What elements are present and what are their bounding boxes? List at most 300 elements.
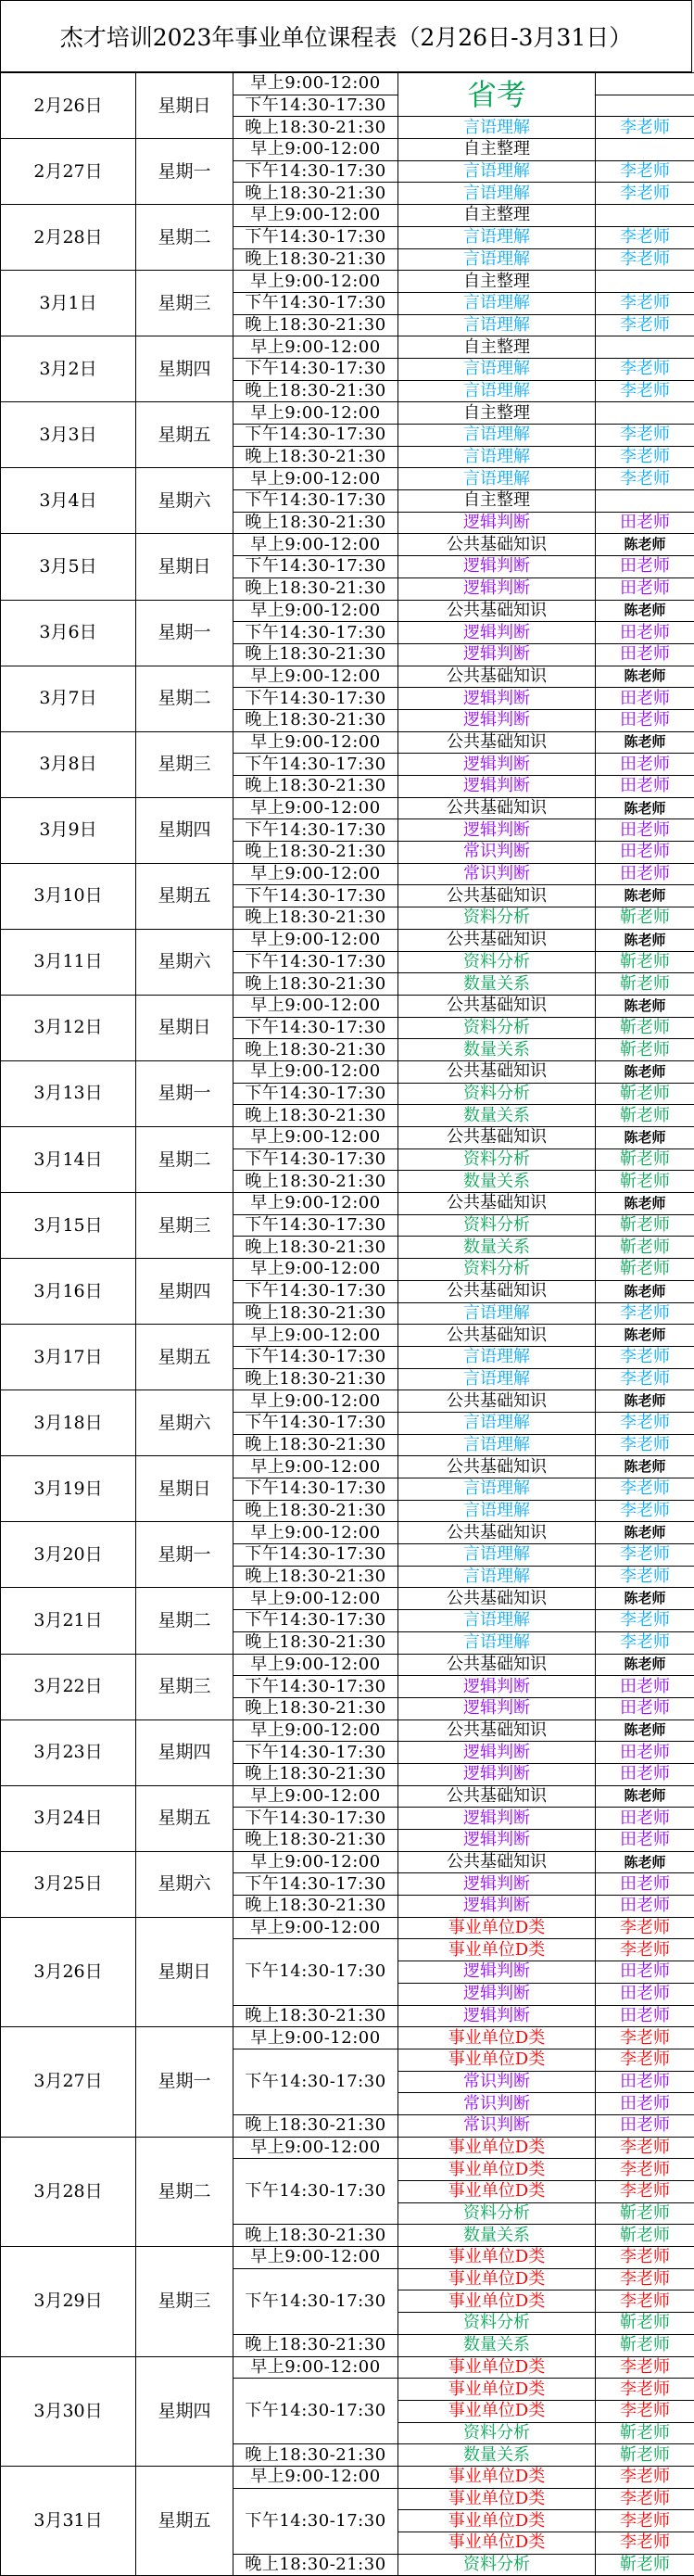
time-slot-cell: 下午14:30-17:30 bbox=[233, 2159, 398, 2225]
weekday-cell: 星期四 bbox=[136, 1719, 233, 1785]
teacher-cell: 陈老师 bbox=[596, 1654, 694, 1676]
time-slot-cell: 早上9:00-12:00 bbox=[233, 929, 398, 951]
subject-cell: 常识判断 bbox=[398, 863, 596, 885]
teacher-cell: 田老师 bbox=[596, 1830, 694, 1852]
date-cell: 3月15日 bbox=[1, 1193, 136, 1259]
date-cell: 3月1日 bbox=[1, 271, 136, 336]
subject-cell: 逻辑判断 bbox=[398, 819, 596, 842]
teacher-cell: 李老师 bbox=[596, 1368, 694, 1390]
time-slot-cell: 早上9:00-12:00 bbox=[233, 1785, 398, 1808]
time-slot-cell: 下午14:30-17:30 bbox=[233, 292, 398, 314]
time-slot-cell: 早上9:00-12:00 bbox=[233, 2027, 398, 2049]
subject-cell: 事业单位D类 bbox=[398, 2268, 596, 2290]
schedule-row bbox=[1, 731, 694, 754]
teacher-cell: 李老师 bbox=[596, 1631, 694, 1654]
subject-cell: 言语理解 bbox=[398, 1478, 596, 1501]
time-slot-cell: 晚上18:30-21:30 bbox=[233, 643, 398, 666]
schedule-row bbox=[1, 2027, 694, 2049]
weekday-cell: 星期三 bbox=[136, 731, 233, 797]
time-slot-cell: 早上9:00-12:00 bbox=[233, 1719, 398, 1742]
schedule-row bbox=[1, 1259, 694, 1281]
schedule-row bbox=[1, 2137, 694, 2159]
subject-cell: 事业单位D类 bbox=[398, 2027, 596, 2049]
teacher-cell: 田老师 bbox=[596, 776, 694, 798]
subject-cell: 逻辑判断 bbox=[398, 1873, 596, 1896]
teacher-cell: 田老师 bbox=[596, 1742, 694, 1764]
time-slot-cell: 下午14:30-17:30 bbox=[233, 951, 398, 973]
page-title: 杰才培训2023年事业单位课程表（2月26日-3月31日） bbox=[0, 0, 692, 72]
time-slot-cell: 晚上18:30-21:30 bbox=[233, 2005, 398, 2027]
time-slot-cell: 早上9:00-12:00 bbox=[233, 271, 398, 293]
weekday-cell: 星期二 bbox=[136, 666, 233, 731]
subject-cell: 逻辑判断 bbox=[398, 1697, 596, 1719]
weekday-cell: 星期四 bbox=[136, 2356, 233, 2466]
subject-cell: 逻辑判断 bbox=[398, 776, 596, 798]
weekday-cell: 星期一 bbox=[136, 1060, 233, 1126]
subject-cell: 逻辑判断 bbox=[398, 1763, 596, 1785]
teacher-cell: 田老师 bbox=[596, 643, 694, 666]
subject-cell: 资料分析 bbox=[398, 1017, 596, 1039]
time-slot-cell: 下午14:30-17:30 bbox=[233, 1544, 398, 1567]
subject-cell: 自主整理 bbox=[398, 271, 596, 293]
subject-cell: 公共基础知识 bbox=[398, 885, 596, 907]
schedule-row bbox=[1, 2466, 694, 2488]
schedule-row bbox=[1, 271, 694, 293]
subject-cell: 常识判断 bbox=[398, 2114, 596, 2137]
date-cell: 3月26日 bbox=[1, 1917, 136, 2026]
weekday-cell: 星期五 bbox=[136, 1785, 233, 1851]
teacher-cell: 李老师 bbox=[596, 446, 694, 468]
weekday-cell: 星期二 bbox=[136, 1588, 233, 1654]
date-cell: 3月22日 bbox=[1, 1654, 136, 1719]
subject-cell: 言语理解 bbox=[398, 1434, 596, 1456]
teacher-cell: 陈老师 bbox=[596, 1851, 694, 1873]
subject-cell: 公共基础知识 bbox=[398, 534, 596, 556]
date-cell: 3月13日 bbox=[1, 1060, 136, 1126]
time-slot-cell: 晚上18:30-21:30 bbox=[233, 183, 398, 205]
time-slot-cell: 下午14:30-17:30 bbox=[233, 1610, 398, 1632]
subject-cell: 事业单位D类 bbox=[398, 1939, 596, 1961]
subject-cell: 言语理解 bbox=[398, 314, 596, 336]
weekday-cell: 星期日 bbox=[136, 1917, 233, 2026]
time-slot-cell: 下午14:30-17:30 bbox=[233, 1939, 398, 2005]
date-cell: 3月11日 bbox=[1, 929, 136, 995]
weekday-cell: 星期四 bbox=[136, 336, 233, 402]
teacher-cell: 靳老师 bbox=[596, 1171, 694, 1193]
schedule-row bbox=[1, 205, 694, 227]
time-slot-cell: 下午14:30-17:30 bbox=[233, 2488, 398, 2554]
weekday-cell: 星期一 bbox=[136, 2027, 233, 2137]
weekday-cell: 星期一 bbox=[136, 1522, 233, 1588]
subject-cell: 逻辑判断 bbox=[398, 1983, 596, 2005]
teacher-cell: 陈老师 bbox=[596, 1522, 694, 1544]
teacher-cell: 李老师 bbox=[596, 2532, 694, 2555]
teacher-cell: 陈老师 bbox=[596, 1280, 694, 1302]
time-slot-cell: 晚上18:30-21:30 bbox=[233, 1434, 398, 1456]
time-slot-cell: 下午14:30-17:30 bbox=[233, 819, 398, 842]
subject-cell: 自主整理 bbox=[398, 402, 596, 425]
subject-cell: 逻辑判断 bbox=[398, 622, 596, 644]
time-slot-cell: 晚上18:30-21:30 bbox=[233, 1830, 398, 1852]
teacher-cell: 靳老师 bbox=[596, 1039, 694, 1061]
teacher-cell: 李老师 bbox=[596, 314, 694, 336]
time-slot-cell: 下午14:30-17:30 bbox=[233, 1873, 398, 1896]
subject-cell: 公共基础知识 bbox=[398, 1390, 596, 1413]
date-cell: 3月12日 bbox=[1, 995, 136, 1060]
teacher-cell: 李老师 bbox=[596, 248, 694, 271]
teacher-cell: 李老师 bbox=[596, 2466, 694, 2488]
weekday-cell: 星期五 bbox=[136, 402, 233, 468]
teacher-cell: 田老师 bbox=[596, 688, 694, 710]
teacher-cell: 陈老师 bbox=[596, 534, 694, 556]
time-slot-cell: 早上9:00-12:00 bbox=[233, 205, 398, 227]
subject-cell: 公共基础知识 bbox=[398, 1588, 596, 1610]
time-slot-cell: 下午14:30-17:30 bbox=[233, 2379, 398, 2444]
teacher-cell: 靳老师 bbox=[596, 2202, 694, 2225]
schedule-row bbox=[1, 797, 694, 819]
teacher-cell: 李老师 bbox=[596, 1544, 694, 1567]
subject-cell: 言语理解 bbox=[398, 1302, 596, 1325]
subject-cell: 言语理解 bbox=[398, 1368, 596, 1390]
time-slot-cell: 下午14:30-17:30 bbox=[233, 358, 398, 380]
subject-cell: 逻辑判断 bbox=[398, 709, 596, 731]
teacher-cell: 陈老师 bbox=[596, 797, 694, 819]
subject-cell: 自主整理 bbox=[398, 490, 596, 513]
time-slot-cell: 下午14:30-17:30 bbox=[233, 1214, 398, 1237]
time-slot-cell: 晚上18:30-21:30 bbox=[233, 907, 398, 930]
subject-cell: 公共基础知识 bbox=[398, 731, 596, 754]
date-cell: 3月20日 bbox=[1, 1522, 136, 1588]
subject-cell: 资料分析 bbox=[398, 2202, 596, 2225]
teacher-cell: 靳老师 bbox=[596, 2334, 694, 2356]
subject-cell: 数量关系 bbox=[398, 2225, 596, 2247]
time-slot-cell: 下午14:30-17:30 bbox=[233, 1676, 398, 1698]
weekday-cell: 星期日 bbox=[136, 1456, 233, 1522]
time-slot-cell: 晚上18:30-21:30 bbox=[233, 2444, 398, 2467]
subject-cell: 言语理解 bbox=[398, 1412, 596, 1434]
time-slot-cell: 晚上18:30-21:30 bbox=[233, 1237, 398, 1259]
teacher-cell: 靳老师 bbox=[596, 1237, 694, 1259]
teacher-cell: 靳老师 bbox=[596, 1214, 694, 1237]
date-cell: 3月31日 bbox=[1, 2466, 136, 2575]
teacher-cell: 李老师 bbox=[596, 2510, 694, 2532]
schedule-row bbox=[1, 1654, 694, 1676]
teacher-cell: 田老师 bbox=[596, 2005, 694, 2027]
teacher-cell: 李老师 bbox=[596, 1412, 694, 1434]
time-slot-cell: 早上9:00-12:00 bbox=[233, 2247, 398, 2269]
teacher-cell: 李老师 bbox=[596, 1500, 694, 1522]
teacher-cell: 李老师 bbox=[596, 2181, 694, 2203]
teacher-cell bbox=[596, 490, 694, 513]
subject-cell: 事业单位D类 bbox=[398, 2379, 596, 2401]
time-slot-cell: 下午14:30-17:30 bbox=[233, 1148, 398, 1171]
date-cell: 3月8日 bbox=[1, 731, 136, 797]
subject-cell: 资料分析 bbox=[398, 1148, 596, 1171]
time-slot-cell: 早上9:00-12:00 bbox=[233, 731, 398, 754]
subject-cell: 言语理解 bbox=[398, 1631, 596, 1654]
date-cell: 3月18日 bbox=[1, 1390, 136, 1456]
subject-cell: 事业单位D类 bbox=[398, 2356, 596, 2379]
time-slot-cell: 晚上18:30-21:30 bbox=[233, 117, 398, 139]
time-slot-cell: 早上9:00-12:00 bbox=[233, 1127, 398, 1149]
time-slot-cell: 早上9:00-12:00 bbox=[233, 995, 398, 1017]
date-cell: 3月6日 bbox=[1, 600, 136, 666]
schedule-row bbox=[1, 1193, 694, 1215]
teacher-cell bbox=[596, 73, 694, 95]
schedule-row bbox=[1, 1060, 694, 1083]
time-slot-cell: 晚上18:30-21:30 bbox=[233, 248, 398, 271]
time-slot-cell: 晚上18:30-21:30 bbox=[233, 1500, 398, 1522]
schedule-row bbox=[1, 2247, 694, 2269]
date-cell: 3月7日 bbox=[1, 666, 136, 731]
time-slot-cell: 早上9:00-12:00 bbox=[233, 139, 398, 161]
subject-cell: 言语理解 bbox=[398, 1610, 596, 1632]
time-slot-cell: 早上9:00-12:00 bbox=[233, 73, 398, 95]
teacher-cell: 李老师 bbox=[596, 117, 694, 139]
subject-cell: 言语理解 bbox=[398, 117, 596, 139]
time-slot-cell: 早上9:00-12:00 bbox=[233, 600, 398, 622]
subject-cell: 言语理解 bbox=[398, 160, 596, 183]
teacher-cell: 靳老师 bbox=[596, 2444, 694, 2467]
teacher-cell: 李老师 bbox=[596, 358, 694, 380]
time-slot-cell: 早上9:00-12:00 bbox=[233, 1654, 398, 1676]
date-cell: 3月19日 bbox=[1, 1456, 136, 1522]
time-slot-cell: 下午14:30-17:30 bbox=[233, 754, 398, 776]
subject-cell: 逻辑判断 bbox=[398, 1830, 596, 1852]
subject-cell: 资料分析 bbox=[398, 907, 596, 930]
weekday-cell: 星期二 bbox=[136, 205, 233, 271]
date-cell: 2月26日 bbox=[1, 73, 136, 139]
time-slot-cell: 早上9:00-12:00 bbox=[233, 1851, 398, 1873]
time-slot-cell: 下午14:30-17:30 bbox=[233, 1742, 398, 1764]
time-slot-cell: 早上9:00-12:00 bbox=[233, 1522, 398, 1544]
teacher-cell: 陈老师 bbox=[596, 1193, 694, 1215]
date-cell: 3月27日 bbox=[1, 2027, 136, 2137]
subject-cell: 公共基础知识 bbox=[398, 600, 596, 622]
teacher-cell: 田老师 bbox=[596, 1697, 694, 1719]
subject-cell: 逻辑判断 bbox=[398, 1676, 596, 1698]
date-cell: 3月30日 bbox=[1, 2356, 136, 2466]
time-slot-cell: 下午14:30-17:30 bbox=[233, 1083, 398, 1105]
time-slot-cell: 晚上18:30-21:30 bbox=[233, 1763, 398, 1785]
teacher-cell: 田老师 bbox=[596, 1983, 694, 2005]
schedule-row bbox=[1, 863, 694, 885]
teacher-cell: 李老师 bbox=[596, 226, 694, 248]
teacher-cell: 李老师 bbox=[596, 2027, 694, 2049]
date-cell: 2月27日 bbox=[1, 139, 136, 205]
subject-cell: 自主整理 bbox=[398, 336, 596, 359]
teacher-cell: 陈老师 bbox=[596, 1390, 694, 1413]
teacher-cell: 陈老师 bbox=[596, 929, 694, 951]
teacher-cell: 靳老师 bbox=[596, 951, 694, 973]
teacher-cell: 靳老师 bbox=[596, 2422, 694, 2444]
subject-cell: 资料分析 bbox=[398, 1214, 596, 1237]
subject-cell: 公共基础知识 bbox=[398, 995, 596, 1017]
schedule-row bbox=[1, 402, 694, 425]
subject-cell: 言语理解 bbox=[398, 248, 596, 271]
date-cell: 3月29日 bbox=[1, 2247, 136, 2356]
schedule-row bbox=[1, 1325, 694, 1347]
teacher-cell: 靳老师 bbox=[596, 907, 694, 930]
subject-cell: 自主整理 bbox=[398, 205, 596, 227]
time-slot-cell: 晚上18:30-21:30 bbox=[233, 1105, 398, 1127]
teacher-cell: 李老师 bbox=[596, 425, 694, 447]
subject-cell: 逻辑判断 bbox=[398, 1961, 596, 1984]
subject-cell: 公共基础知识 bbox=[398, 1280, 596, 1302]
subject-cell: 逻辑判断 bbox=[398, 1808, 596, 1830]
schedule-row bbox=[1, 534, 694, 556]
schedule-row bbox=[1, 1522, 694, 1544]
time-slot-cell: 早上9:00-12:00 bbox=[233, 1193, 398, 1215]
time-slot-cell: 下午14:30-17:30 bbox=[233, 1280, 398, 1302]
weekday-cell: 星期六 bbox=[136, 929, 233, 995]
time-slot-cell: 早上9:00-12:00 bbox=[233, 2137, 398, 2159]
time-slot-cell: 晚上18:30-21:30 bbox=[233, 2554, 398, 2576]
teacher-cell: 李老师 bbox=[596, 1917, 694, 1939]
time-slot-cell: 早上9:00-12:00 bbox=[233, 1390, 398, 1413]
time-slot-cell: 晚上18:30-21:30 bbox=[233, 512, 398, 534]
teacher-cell: 陈老师 bbox=[596, 1060, 694, 1083]
teacher-cell bbox=[596, 205, 694, 227]
subject-cell: 公共基础知识 bbox=[398, 1193, 596, 1215]
time-slot-cell: 下午14:30-17:30 bbox=[233, 1412, 398, 1434]
subject-cell: 资料分析 bbox=[398, 1083, 596, 1105]
weekday-cell: 星期五 bbox=[136, 1325, 233, 1390]
time-slot-cell: 晚上18:30-21:30 bbox=[233, 973, 398, 996]
time-slot-cell: 早上9:00-12:00 bbox=[233, 863, 398, 885]
subject-cell: 事业单位D类 bbox=[398, 2290, 596, 2313]
teacher-cell: 陈老师 bbox=[596, 666, 694, 688]
time-slot-cell: 下午14:30-17:30 bbox=[233, 622, 398, 644]
teacher-cell: 田老师 bbox=[596, 1808, 694, 1830]
teacher-cell: 田老师 bbox=[596, 577, 694, 600]
teacher-cell: 陈老师 bbox=[596, 600, 694, 622]
subject-cell: 事业单位D类 bbox=[398, 2137, 596, 2159]
date-cell: 3月4日 bbox=[1, 468, 136, 534]
teacher-cell: 陈老师 bbox=[596, 1719, 694, 1742]
subject-cell: 逻辑判断 bbox=[398, 577, 596, 600]
teacher-cell: 靳老师 bbox=[596, 1259, 694, 1281]
subject-cell: 常识判断 bbox=[398, 842, 596, 864]
time-slot-cell: 早上9:00-12:00 bbox=[233, 1588, 398, 1610]
subject-cell: 自主整理 bbox=[398, 139, 596, 161]
time-slot-cell: 晚上18:30-21:30 bbox=[233, 1171, 398, 1193]
weekday-cell: 星期一 bbox=[136, 600, 233, 666]
subject-cell: 数量关系 bbox=[398, 973, 596, 996]
subject-cell: 言语理解 bbox=[398, 292, 596, 314]
time-slot-cell: 早上9:00-12:00 bbox=[233, 1060, 398, 1083]
date-cell: 3月17日 bbox=[1, 1325, 136, 1390]
teacher-cell: 田老师 bbox=[596, 2114, 694, 2137]
date-cell: 3月10日 bbox=[1, 863, 136, 929]
subject-cell: 言语理解 bbox=[398, 380, 596, 402]
subject-cell: 事业单位D类 bbox=[398, 2532, 596, 2555]
teacher-cell: 田老师 bbox=[596, 1961, 694, 1984]
time-slot-cell: 下午14:30-17:30 bbox=[233, 425, 398, 447]
teacher-cell: 田老师 bbox=[596, 842, 694, 864]
time-slot-cell: 晚上18:30-21:30 bbox=[233, 1039, 398, 1061]
time-slot-cell: 晚上18:30-21:30 bbox=[233, 776, 398, 798]
subject-cell: 事业单位D类 bbox=[398, 2181, 596, 2203]
schedule-row bbox=[1, 2356, 694, 2379]
subject-cell: 数量关系 bbox=[398, 1039, 596, 1061]
teacher-cell: 李老师 bbox=[596, 2137, 694, 2159]
teacher-cell: 田老师 bbox=[596, 709, 694, 731]
time-slot-cell: 晚上18:30-21:30 bbox=[233, 709, 398, 731]
time-slot-cell: 早上9:00-12:00 bbox=[233, 336, 398, 359]
teacher-cell: 李老师 bbox=[596, 468, 694, 490]
date-cell: 3月23日 bbox=[1, 1719, 136, 1785]
schedule-body bbox=[1, 73, 694, 2576]
subject-cell: 事业单位D类 bbox=[398, 2049, 596, 2071]
date-cell: 3月16日 bbox=[1, 1259, 136, 1325]
date-cell: 3月28日 bbox=[1, 2137, 136, 2246]
subject-cell: 言语理解 bbox=[398, 468, 596, 490]
teacher-cell bbox=[596, 95, 694, 117]
time-slot-cell: 晚上18:30-21:30 bbox=[233, 1302, 398, 1325]
teacher-cell: 李老师 bbox=[596, 160, 694, 183]
time-slot-cell: 晚上18:30-21:30 bbox=[233, 2334, 398, 2356]
subject-cell: 资料分析 bbox=[398, 2422, 596, 2444]
schedule-row bbox=[1, 995, 694, 1017]
subject-cell: 逻辑判断 bbox=[398, 1742, 596, 1764]
date-cell: 2月28日 bbox=[1, 205, 136, 271]
subject-cell: 言语理解 bbox=[398, 425, 596, 447]
time-slot-cell: 晚上18:30-21:30 bbox=[233, 842, 398, 864]
subject-cell: 言语理解 bbox=[398, 1500, 596, 1522]
time-slot-cell: 下午14:30-17:30 bbox=[233, 1346, 398, 1368]
weekday-cell: 星期四 bbox=[136, 797, 233, 863]
subject-cell: 逻辑判断 bbox=[398, 688, 596, 710]
weekday-cell: 星期二 bbox=[136, 1127, 233, 1193]
teacher-cell: 陈老师 bbox=[596, 1325, 694, 1347]
teacher-cell: 靳老师 bbox=[596, 2225, 694, 2247]
time-slot-cell: 晚上18:30-21:30 bbox=[233, 446, 398, 468]
subject-cell: 常识判断 bbox=[398, 2093, 596, 2115]
teacher-cell: 靳老师 bbox=[596, 1083, 694, 1105]
teacher-cell: 田老师 bbox=[596, 2093, 694, 2115]
teacher-cell bbox=[596, 336, 694, 359]
subject-cell: 言语理解 bbox=[398, 1566, 596, 1588]
teacher-cell: 李老师 bbox=[596, 1566, 694, 1588]
subject-cell: 逻辑判断 bbox=[398, 512, 596, 534]
schedule-row bbox=[1, 1851, 694, 1873]
weekday-cell: 星期六 bbox=[136, 468, 233, 534]
time-slot-cell: 晚上18:30-21:30 bbox=[233, 2225, 398, 2247]
weekday-cell: 星期五 bbox=[136, 863, 233, 929]
schedule-row bbox=[1, 73, 694, 95]
subject-cell: 数量关系 bbox=[398, 2444, 596, 2467]
subject-cell: 事业单位D类 bbox=[398, 2466, 596, 2488]
subject-cell: 言语理解 bbox=[398, 358, 596, 380]
subject-cell: 数量关系 bbox=[398, 1105, 596, 1127]
teacher-cell bbox=[596, 402, 694, 425]
schedule-row bbox=[1, 929, 694, 951]
teacher-cell: 李老师 bbox=[596, 380, 694, 402]
teacher-cell: 靳老师 bbox=[596, 2554, 694, 2576]
subject-cell: 资料分析 bbox=[398, 951, 596, 973]
teacher-cell: 陈老师 bbox=[596, 1588, 694, 1610]
subject-cell: 公共基础知识 bbox=[398, 1654, 596, 1676]
subject-cell: 资料分析 bbox=[398, 2313, 596, 2335]
time-slot-cell: 早上9:00-12:00 bbox=[233, 1325, 398, 1347]
teacher-cell: 陈老师 bbox=[596, 1127, 694, 1149]
time-slot-cell: 晚上18:30-21:30 bbox=[233, 1631, 398, 1654]
date-cell: 3月5日 bbox=[1, 534, 136, 600]
subject-cell: 公共基础知识 bbox=[398, 1785, 596, 1808]
schedule-row bbox=[1, 139, 694, 161]
subject-cell: 事业单位D类 bbox=[398, 2400, 596, 2422]
